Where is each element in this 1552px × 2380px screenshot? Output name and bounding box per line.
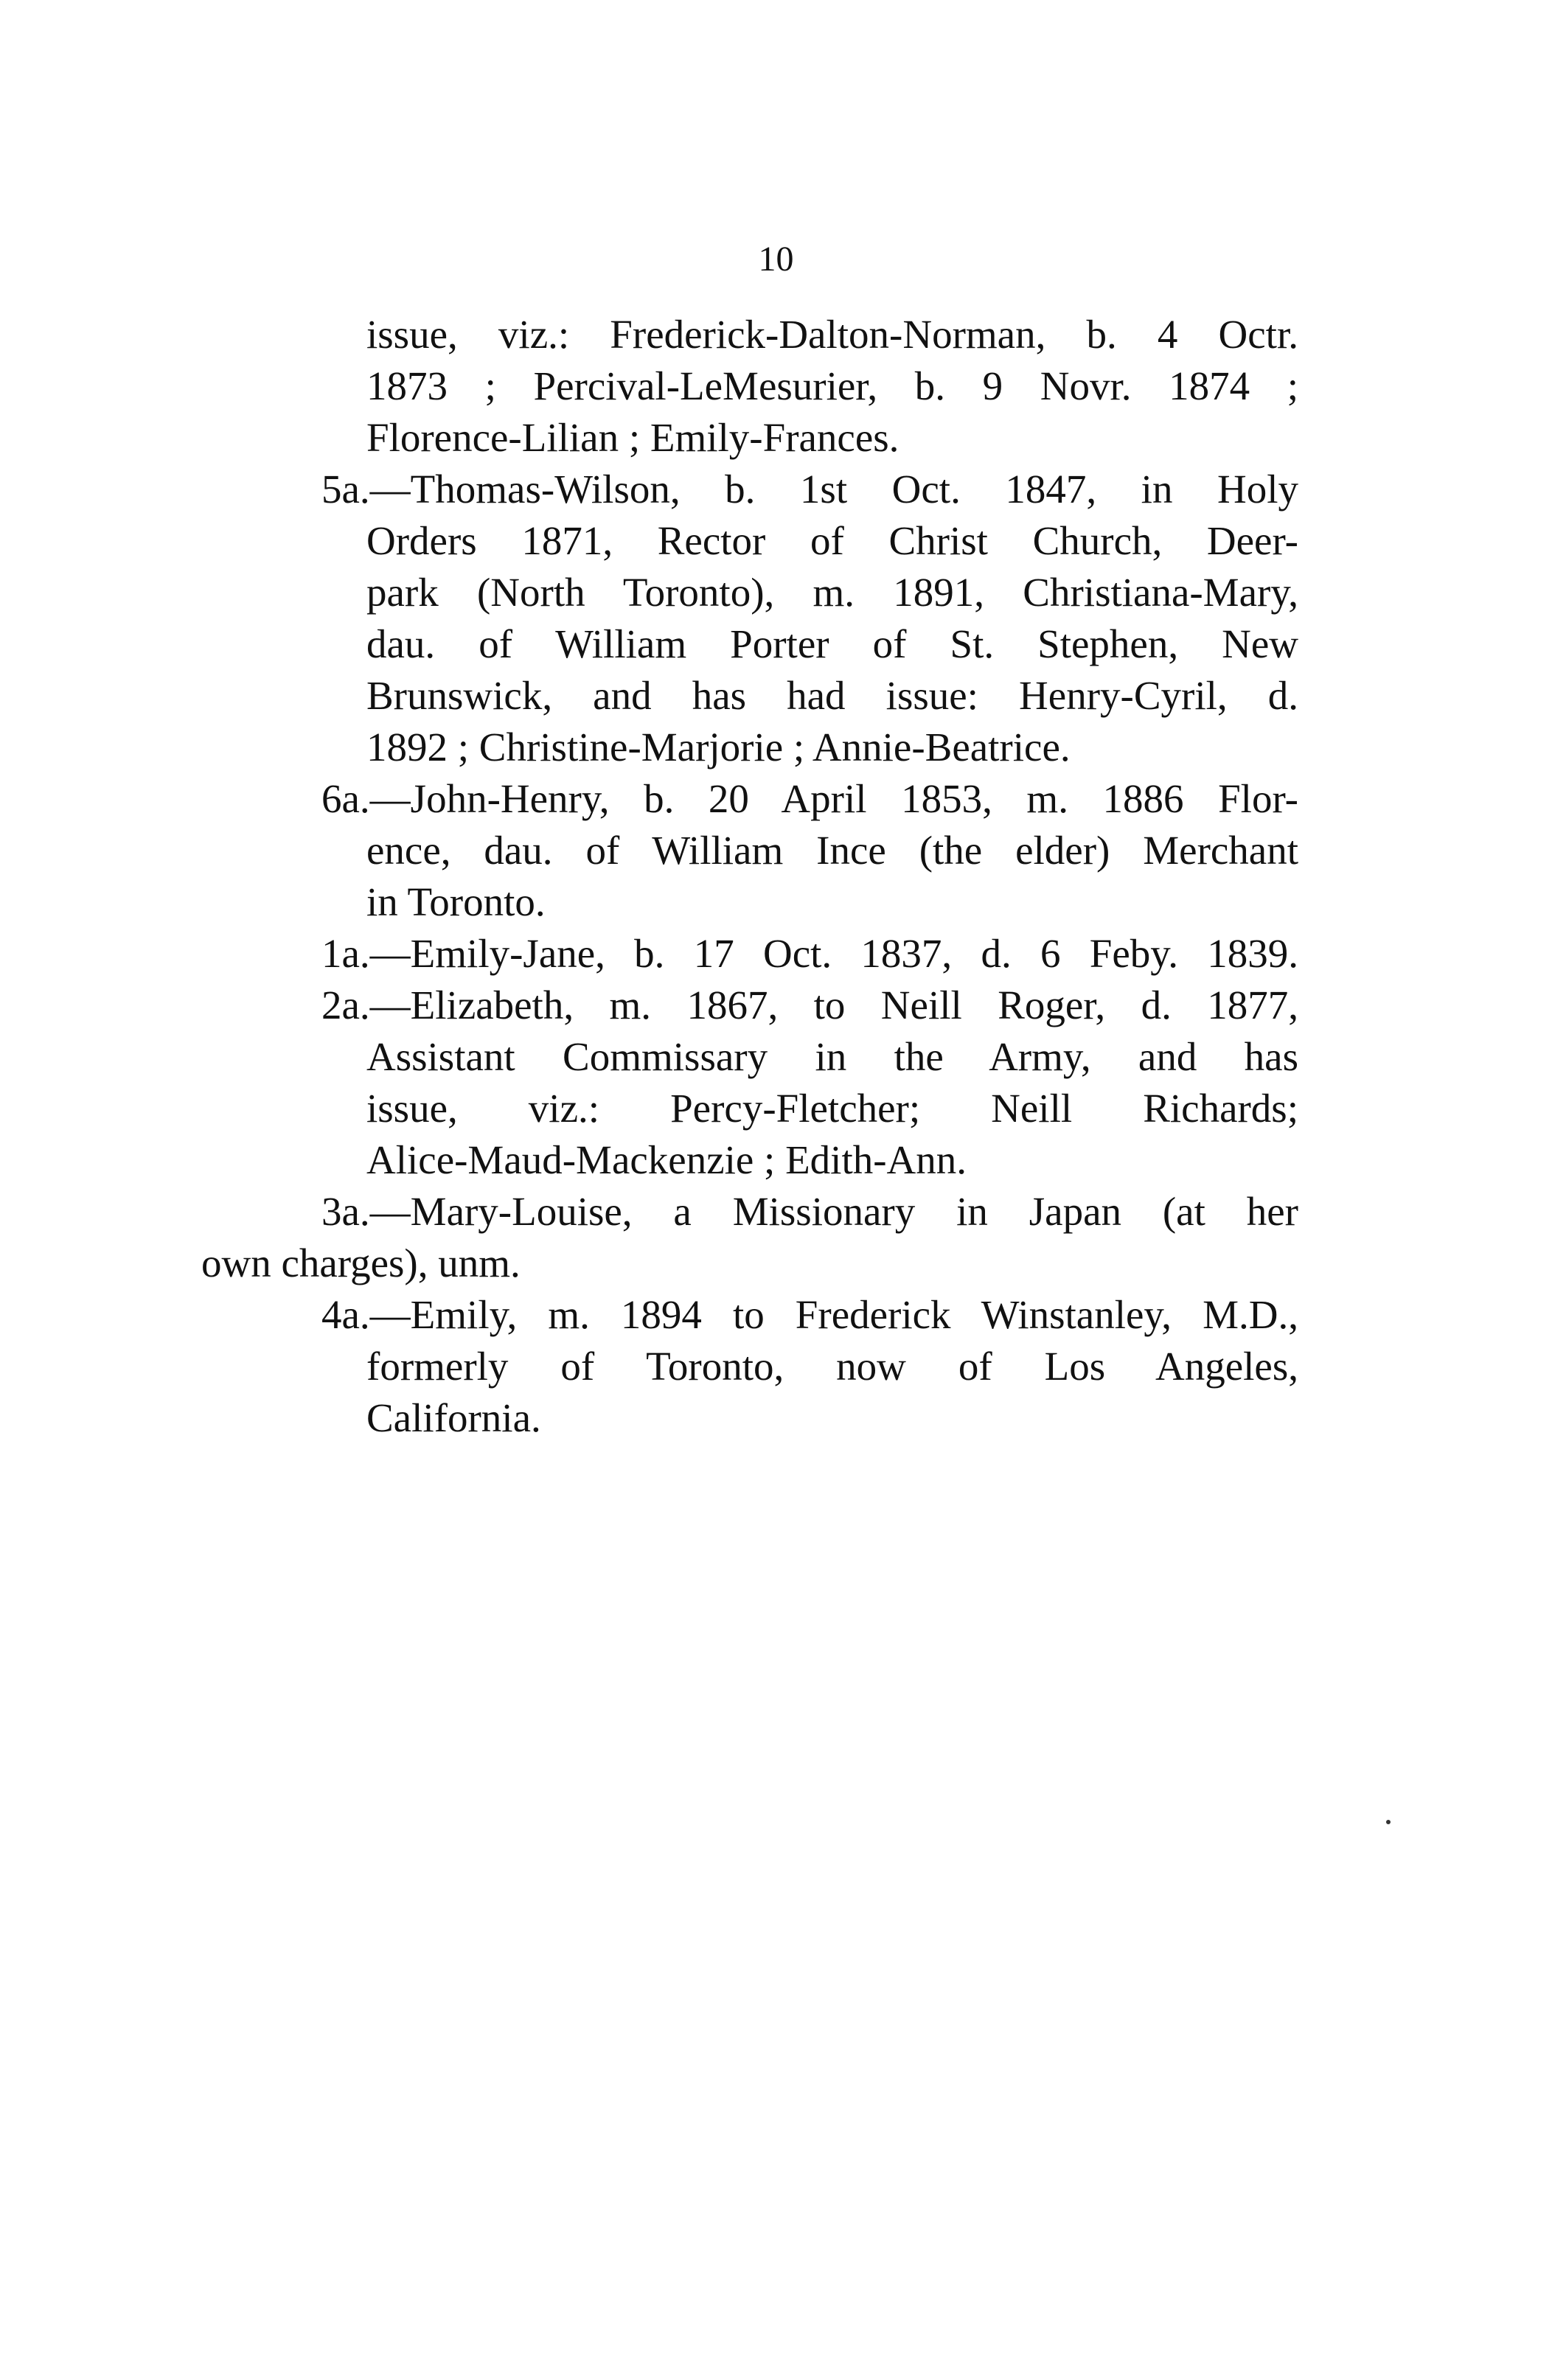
text-line: 2a.—Elizabeth, m. 1867, to Neill Roger, d. 1877,: [321, 983, 1298, 1027]
text-line: ence, dau. of William Ince (the elder) Merchant: [366, 828, 1298, 873]
text-line: Assistant Commissary in the Army, and has: [366, 1034, 1298, 1079]
text-line: in Toronto.: [366, 879, 546, 924]
text-line: issue, viz.: Frederick-Dalton-Norman, b. 4 Octr.: [366, 312, 1298, 357]
ink-speck: [1386, 1820, 1391, 1824]
page-number: 10: [758, 240, 794, 279]
text-line: park (North Toronto), m. 1891, Christiana-Mary,: [366, 570, 1298, 615]
text-line: issue, viz.: Percy-Fletcher; Neill Richards;: [366, 1086, 1298, 1131]
text-line: own charges), unm.: [201, 1240, 521, 1285]
text-line: formerly of Toronto, now of Los Angeles,: [366, 1344, 1298, 1389]
text-line: 1a.—Emily-Jane, b. 17 Oct. 1837, d. 6 Feby. 1839.: [321, 931, 1298, 976]
text-line: Alice-Maud-Mackenzie ; Edith-Ann.: [366, 1137, 967, 1182]
text-line: 6a.—John-Henry, b. 20 April 1853, m. 1886 Flor-: [321, 776, 1298, 821]
text-line: 1892 ; Christine-Marjorie ; Annie-Beatrice.: [366, 725, 1071, 770]
text-line: 4a.—Emily, m. 1894 to Frederick Winstanley, M.D.,: [321, 1292, 1298, 1337]
text-line: 3a.—Mary-Louise, a Missionary in Japan (at her: [321, 1189, 1298, 1234]
text-line: California.: [366, 1395, 541, 1440]
text-line: Florence-Lilian ; Emily-Frances.: [366, 415, 899, 460]
text-line: 5a.—Thomas-Wilson, b. 1st Oct. 1847, in Holy: [321, 467, 1298, 512]
text-line: Brunswick, and has had issue: Henry-Cyril, d.: [366, 673, 1298, 718]
text-line: dau. of William Porter of St. Stephen, New: [366, 621, 1298, 666]
text-line: 1873 ; Percival-LeMesurier, b. 9 Novr. 1874 ;: [366, 363, 1298, 408]
text-line: Orders 1871, Rector of Christ Church, Deer-: [366, 518, 1298, 563]
